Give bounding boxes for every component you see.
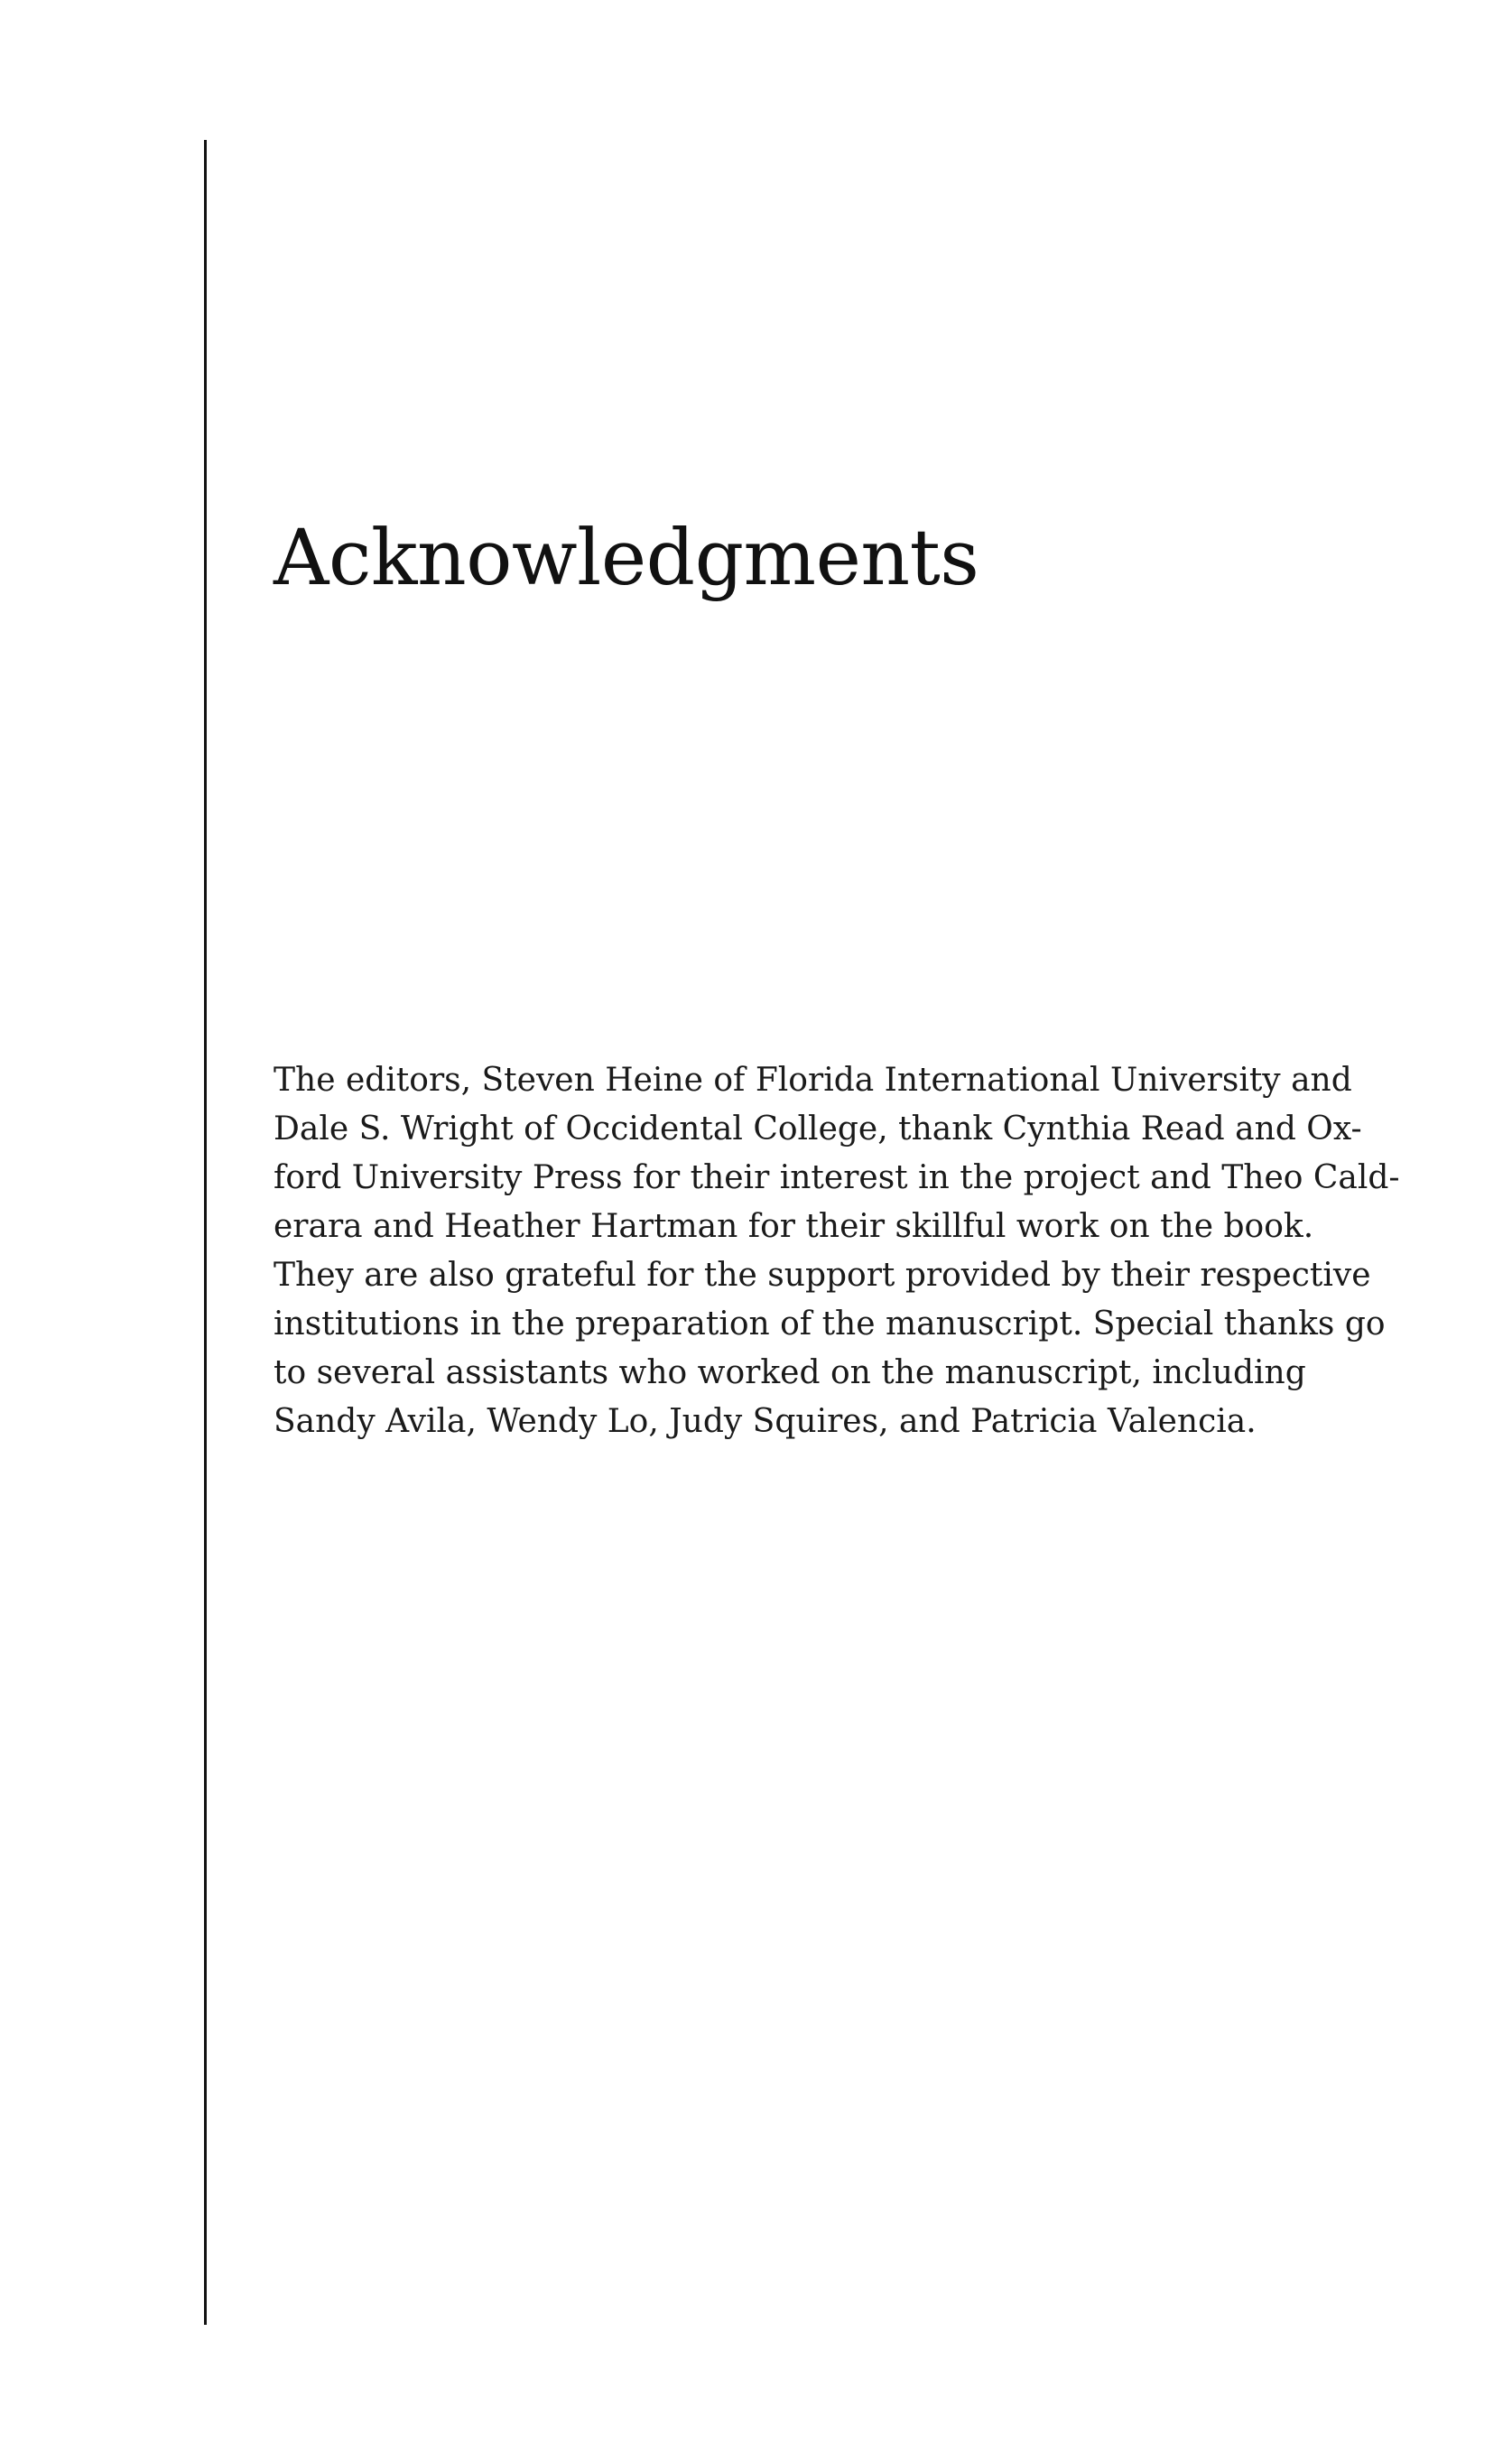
paragraph-line: Dale S. Wright of Occidental College, thank Cynthia Read and Ox- <box>274 1110 1362 1148</box>
paragraph-line: to several assistants who worked on the manuscript, including <box>274 1354 1306 1391</box>
paragraph-line: institutions in the preparation of the manuscript. Special thanks go <box>274 1305 1386 1343</box>
acknowledgments-paragraph <box>274 1056 1411 1446</box>
paragraph-line: The editors, Steven Heine of Florida International University and <box>274 1062 1352 1099</box>
paragraph-line: They are also grateful for the support provided by their respective <box>274 1257 1371 1294</box>
paragraph-line: erara and Heather Hartman for their skillful work on the book. <box>274 1208 1314 1245</box>
paragraph-line: Sandy Avila, Wendy Lo, Judy Squires, and Patricia Valencia. <box>274 1403 1257 1440</box>
page-title: Acknowledgments <box>274 514 979 603</box>
margin-rule <box>204 140 207 2325</box>
paragraph-line: ford University Press for their interest in the project and Theo Cald- <box>274 1159 1400 1196</box>
